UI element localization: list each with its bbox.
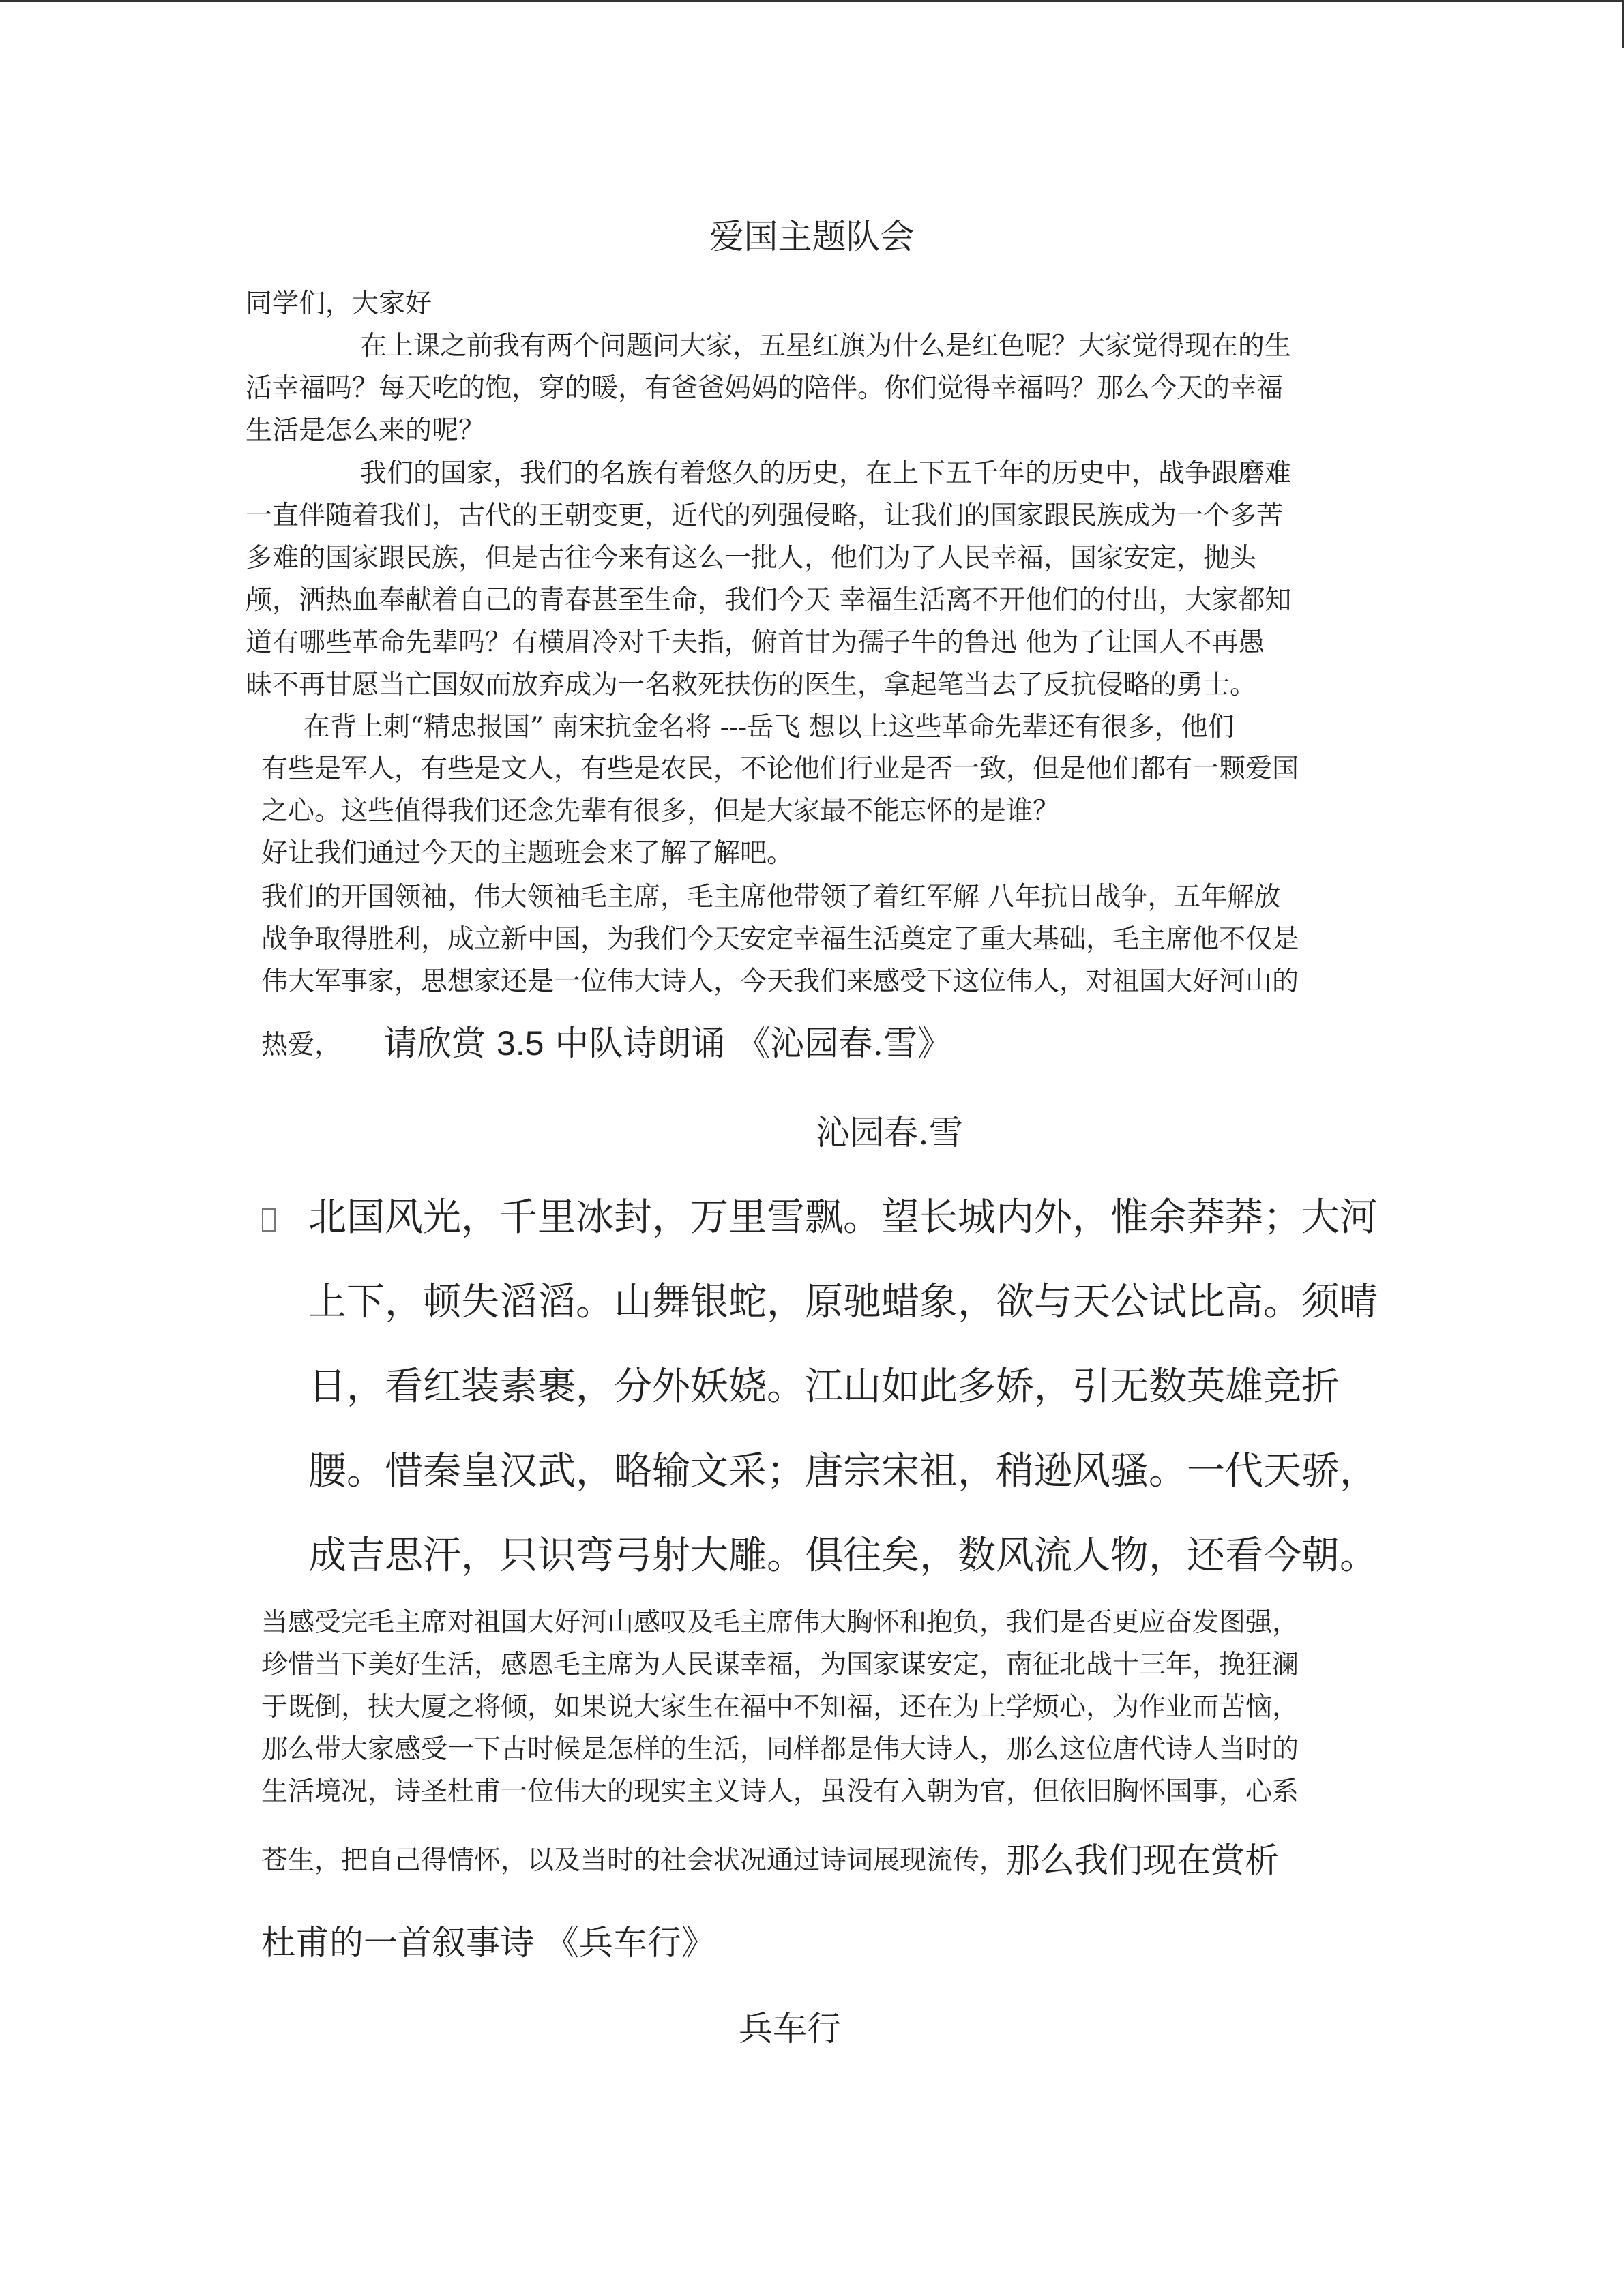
- para5-line-1: 当感受完毛主席对祖国大好河山感叹及毛主席伟大胸怀和抱负，我们是否更应奋发图强，: [261, 1607, 1299, 1638]
- greeting: 同学们，大家好: [246, 288, 432, 319]
- poem2-title: 兵车行: [739, 2009, 841, 2048]
- para5-line-5: 生活境况，诗圣杜甫一位伟大的现实主义诗人，虽没有入朝为官，但依旧胸怀国事，心系: [261, 1776, 1299, 1807]
- invite-prefix: 热爱，: [261, 1030, 342, 1060]
- para2-line-4: 颅，洒热血奉献着自己的青春甚至生命，我们今天 幸福生活离不开他们的付出，大家都知: [246, 585, 1292, 616]
- list-bullet-icon: [262, 1208, 276, 1232]
- poem1-line-4: 腰。惜秦皇汉武，略输文采；唐宗宋祖，稍逊风骚。一代天骄，: [308, 1449, 1378, 1493]
- para4-line-3: 伟大军事家，思想家还是一位伟大诗人，今天我们来感受下这位伟人，对祖国大好河山的: [261, 966, 1299, 997]
- poem1-title: 沁园春.雪: [816, 1113, 963, 1152]
- para2-line-3: 多难的国家跟民族，但是古往今来有这么一批人，他们为了人民幸福，国家安定，抛头: [246, 543, 1257, 573]
- invite-text-a: 请欣赏: [383, 1024, 497, 1063]
- para5-last-small: 苍生，把自己得情怀，以及当时的社会状况通过诗词展现流传，: [261, 1845, 1007, 1876]
- para5-line-4: 那么带大家感受一下古时候是怎样的生活，同样都是伟大诗人，那么这位唐代诗人当时的: [261, 1734, 1299, 1765]
- poem1-line-2: 上下，顿失滔滔。山舞银蛇，原驰蜡象，欲与天公试比高。须晴: [308, 1280, 1378, 1324]
- para3-line-4: 好让我们通过今天的主题班会来了解了解吧。: [261, 838, 794, 869]
- para2-line-2: 一直伴随着我们，古代的王朝变更，近代的列强侵略，让我们的国家跟民族成为一个多苦: [246, 501, 1284, 531]
- invite-text-b: 中队诗朗诵 《沁园春.雪》: [544, 1024, 952, 1063]
- para4-line-2: 战争取得胜利，成立新中国，为我们今天安定幸福生活奠定了重大基础，毛主席他不仅是: [261, 924, 1299, 955]
- page-top-border: [0, 0, 1624, 2]
- poem1-line-5: 成吉思汗，只识弯弓射大雕。俱往矣，数风流人物，还看今朝。: [308, 1534, 1378, 1578]
- para1-line-1: 在上课之前我有两个问题问大家，五星红旗为什么是红色呢？大家觉得现在的生: [360, 331, 1292, 361]
- para1-line-2: 活幸福吗？每天吃的饱，穿的暖，有爸爸妈妈的陪伴。你们觉得幸福吗？那么今天的幸福: [246, 373, 1284, 404]
- para4-line-1: 我们的开国领袖，伟大领袖毛主席，毛主席他带领了着红军解 八年抗日战争，五年解放: [261, 882, 1281, 912]
- para5-line-6: [261, 1840, 1280, 1880]
- para2-line-1: 我们的国家，我们的名族有着悠久的历史，在上下五千年的历史中，战争跟磨难: [360, 458, 1292, 489]
- invite-line: [383, 1024, 952, 1063]
- para5-line-2: 珍惜当下美好生活，感恩毛主席为人民谋幸福，为国家谋安定，南征北战十三年，挽狂澜: [261, 1650, 1299, 1680]
- invite-number: 3.5: [496, 1024, 544, 1062]
- para2-line-6: 昧不再甘愿当亡国奴而放弃成为一名救死扶伤的医生，拿起笔当去了反抗侵略的勇士。: [246, 670, 1257, 700]
- para2-line-5: 道有哪些革命先辈吗？有横眉冷对千夫指，俯首甘为孺子牛的鲁迅 他为了让国人不再愚: [246, 627, 1265, 658]
- dufu-intro: 杜甫的一首叙事诗 《兵车行》: [261, 1923, 715, 1963]
- para5-line-3: 于既倒，扶大厦之将倾，如果说大家生在福中不知福，还在为上学烦心，为作业而苦恼，: [261, 1692, 1299, 1723]
- para1-line-3: 生活是怎么来的呢？: [246, 415, 486, 446]
- poem1-line-3: 日，看红装素裹，分外妖娆。江山如此多娇，引无数英雄竞折: [308, 1365, 1340, 1409]
- para3-line-1: 在背上刺“精忠报国” 南宋抗金名将 ---岳飞 想以上这些革命先辈还有很多，他们: [304, 712, 1235, 743]
- poem1-line-1: 北国风光，千里冰封，万里雪飘。望长城内外，惟余莽莽；大河: [308, 1195, 1378, 1240]
- para3-line-2: 有些是军人，有些是文人，有些是农民，不论他们行业是否一致，但是他们都有一颗爱国: [261, 754, 1299, 784]
- document-title: 爱国主题队会: [709, 217, 915, 256]
- para3-line-3: 之心。这些值得我们还念先辈有很多，但是大家最不能忘怀的是谁？: [261, 796, 1060, 826]
- para5-last-big: 那么我们现在赏析: [1006, 1840, 1280, 1880]
